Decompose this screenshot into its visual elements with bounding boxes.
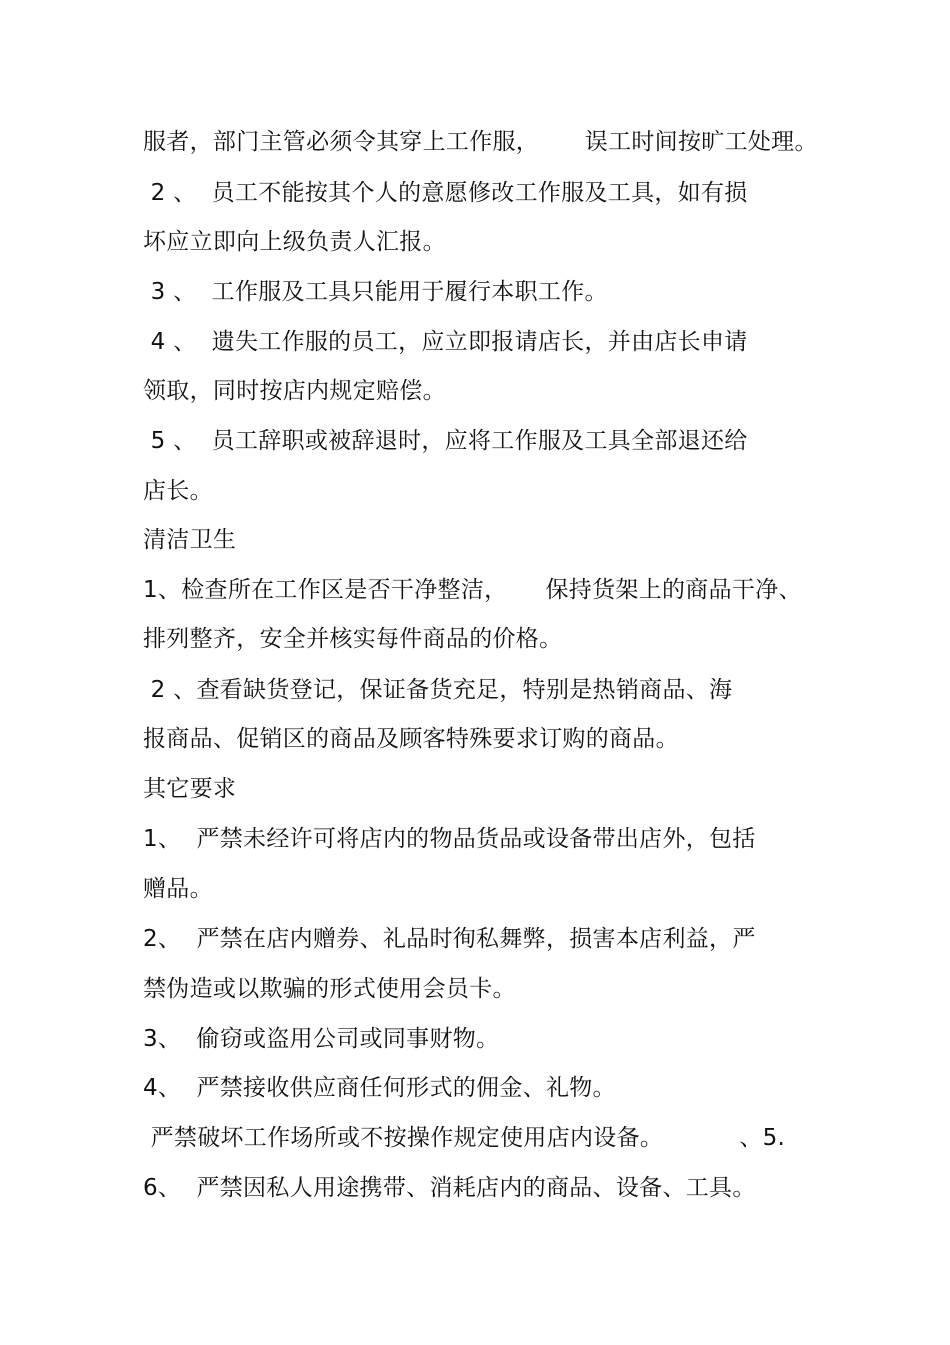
text-line: 服者，部门主管必须令其穿上工作服， 误工时间按旷工处理。 [143, 129, 818, 155]
text-line: 坏应立即向上级负责人汇报。 [143, 229, 446, 255]
text-line: 赠品。 [143, 876, 213, 902]
text-line: 2 、 员工不能按其个人的意愿修改工作服及工具，如有损 [143, 180, 748, 206]
text-line: 1、 严禁未经许可将店内的物品货品或设备带出店外，包括 [143, 826, 756, 852]
text-line: 店长。 [143, 478, 213, 504]
text-line: 4、 严禁接收供应商任何形式的佣金、礼物。 [143, 1075, 616, 1101]
text-line: 2、 严禁在店内赠券、礼品时徇私舞弊，损害本店利益，严 [143, 926, 756, 952]
text-line: 严禁破坏工作场所或不按操作规定使用店内设备。 、5. [143, 1125, 786, 1151]
text-line: 报商品、促销区的商品及顾客特殊要求订购的商品。 [143, 726, 679, 752]
text-line: 排列整齐，安全并核实每件商品的价格。 [143, 626, 563, 652]
text-line: 2 、查看缺货登记，保证备货充足，特别是热销商品、海 [143, 677, 733, 703]
text-line: 4 、 遗失工作服的员工，应立即报请店长，并由店长申请 [143, 329, 748, 355]
text-line: 领取，同时按店内规定赔偿。 [143, 378, 446, 404]
section-heading: 清洁卫生 [143, 527, 237, 553]
section-heading: 其它要求 [143, 776, 237, 802]
text-line: 禁伪造或以欺骗的形式使用会员卡。 [143, 976, 516, 1002]
text-line: 6、 严禁因私人用途携带、消耗店内的商品、设备、工具。 [143, 1175, 756, 1201]
text-line: 3、 偷窃或盗用公司或同事财物。 [143, 1026, 500, 1052]
text-line: 5 、 员工辞职或被辞退时，应将工作服及工具全部退还给 [143, 428, 748, 454]
text-line: 3 、 工作服及工具只能用于履行本职工作。 [143, 279, 608, 305]
text-line: 1、检查所在工作区是否干净整洁， 保持货架上的商品干净、 [143, 577, 802, 603]
